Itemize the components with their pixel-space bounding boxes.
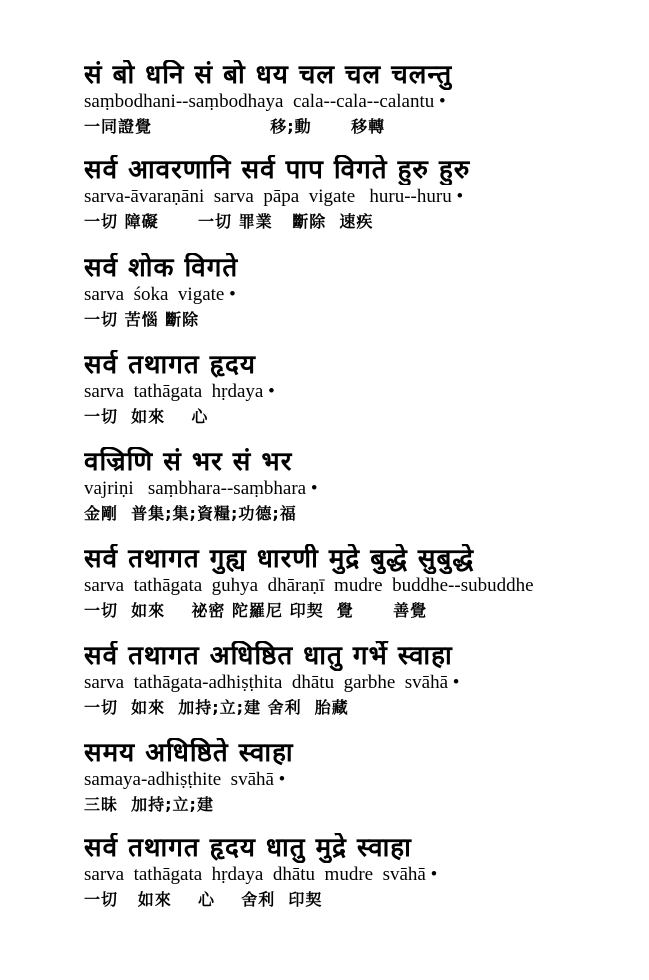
chinese-gloss-line: 一切 如來 心 舍利 印契 [84,890,323,909]
chinese-gloss-line: 三昧 加持;立;建 [84,795,214,814]
siddham-line: सर्व तथागत हृदय [84,350,256,380]
siddham-line: सं बो धनि सं बो धय चल चल चलन्तु [84,60,453,90]
siddham-line: सर्व तथागत गुह्य धारणी मुद्रे बुद्धे सुबुद्धे [84,544,475,574]
stanza-5 [84,447,624,527]
siddham-line: समय अधिष्ठिते स्वाहा [84,738,294,768]
stanza-7 [84,641,624,721]
transliteration-line: vajriṇi saṃbhara--saṃbhara • [84,478,318,499]
siddham-line: सर्व आवरणानि सर्व पाप विगते हुरु हुरु [84,155,471,185]
stanza-6 [84,544,624,624]
chinese-gloss-line: 一切 苦惱 斷除 [84,310,200,329]
transliteration-line: sarva tathāgata hṛdaya • [84,381,275,402]
stanza-8 [84,738,624,818]
transliteration-line: sarva tathāgata-adhiṣṭhita dhātu garbhe svāhā • [84,672,460,693]
stanza-9 [84,833,624,913]
stanza-2 [84,155,624,235]
chinese-gloss-line: 金剛 普集;集;資糧;功德;福 [84,504,297,523]
chinese-gloss-line: 一切 障礙 一切 罪業 斷除 速疾 [84,212,374,231]
transliteration-line: sarva tathāgata guhya dhāraṇī mudre buddhe--subuddhe [84,575,534,596]
transliteration-line: sarva tathāgata hṛdaya dhātu mudre svāhā • [84,864,438,885]
transliteration-line: sarva śoka vigate • [84,284,236,305]
transliteration-line: samaya-adhiṣṭhite svāhā • [84,769,286,790]
siddham-line: सर्व तथागत हृदय धातु मुद्रे स्वाहा [84,833,412,863]
siddham-line: सर्व तथागत अधिष्ठित धातु गर्भे स्वाहा [84,641,453,671]
stanza-1 [84,60,624,140]
chinese-gloss-line: 一切 如來 祕密 陀羅尼 印契 覺 善覺 [84,601,428,620]
siddham-line: वज्रिणि सं भर सं भर [84,447,293,477]
chinese-gloss-line: 一切 如來 心 [84,407,209,426]
transliteration-line: saṃbodhani--saṃbodhaya cala--cala--calantu • [84,91,446,112]
chinese-gloss-line: 一同證覺 移;動 移轉 [84,117,386,136]
transliteration-line: sarva-āvaraṇāni sarva pāpa vigate huru--huru • [84,186,464,207]
chinese-gloss-line: 一切 如來 加持;立;建 舍利 胎藏 [84,698,349,717]
siddham-line: सर्व शोक विगते [84,253,239,283]
stanza-4 [84,350,624,430]
stanza-3 [84,253,624,333]
